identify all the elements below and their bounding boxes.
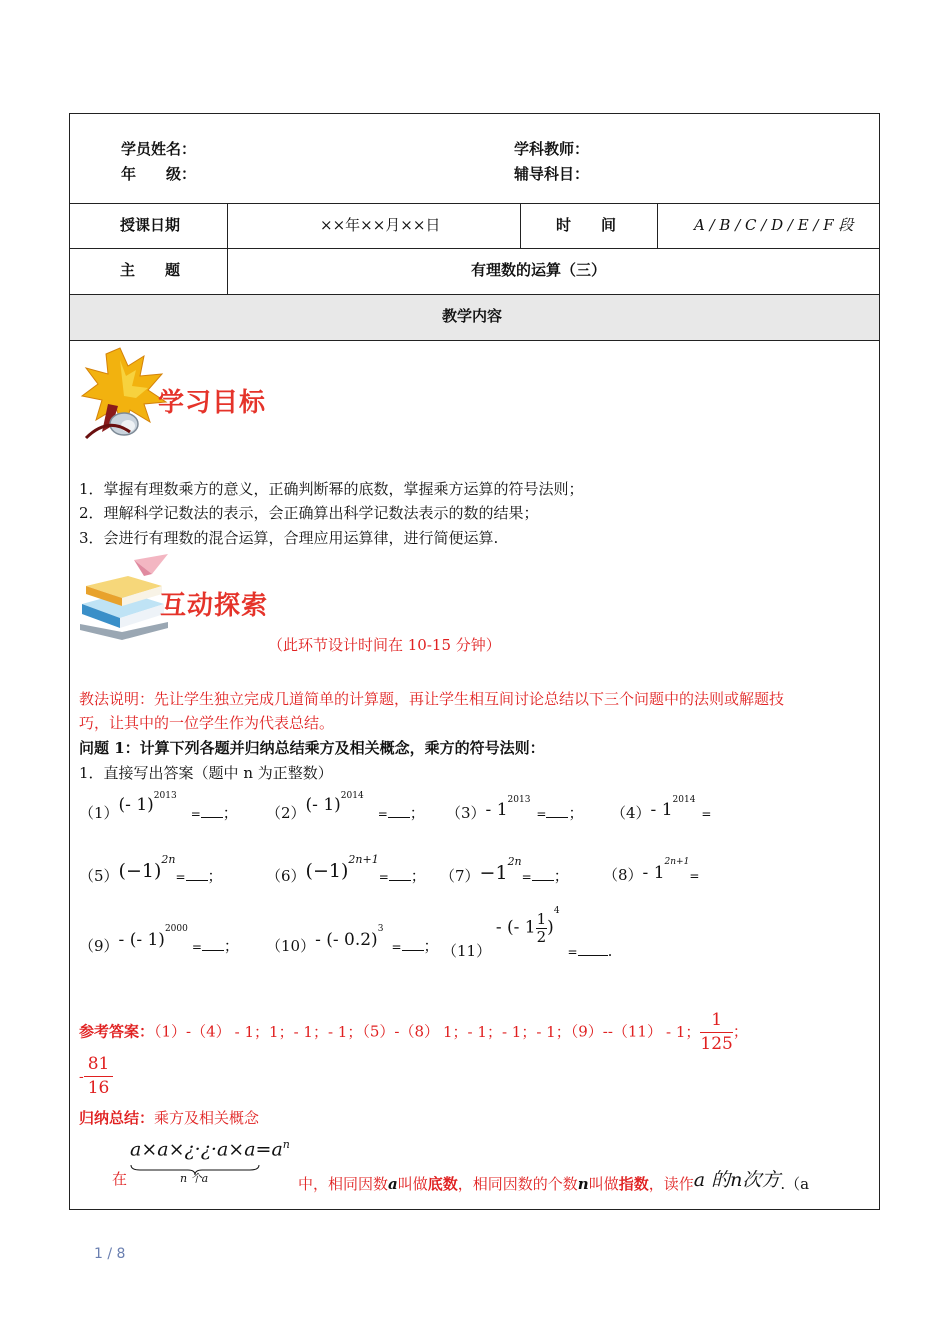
answer-blank bbox=[201, 805, 223, 818]
answer-blank bbox=[388, 805, 410, 818]
books-icon bbox=[78, 552, 172, 644]
equals-sign: = bbox=[536, 807, 547, 821]
variable-a: a bbox=[388, 1175, 398, 1193]
explore-banner: 互动探索 bbox=[160, 591, 269, 621]
exercise-label: （7） bbox=[440, 867, 480, 885]
exponent: 2n bbox=[161, 853, 176, 866]
punctuation: ； bbox=[207, 867, 223, 885]
date-value: ××年××月××日 bbox=[320, 216, 441, 234]
exercise-label: （3） bbox=[446, 804, 486, 822]
exercise-5 bbox=[79, 853, 223, 886]
exercise-8 bbox=[603, 857, 700, 885]
answer-blank bbox=[546, 805, 568, 818]
term-base: 底数 bbox=[427, 1175, 458, 1193]
formula-expression: a×a×¿·¿·a×a=a bbox=[130, 1138, 283, 1161]
answers-label: 参考答案： bbox=[79, 1022, 155, 1041]
answer-blank bbox=[578, 943, 608, 956]
exercise-label: （10） bbox=[266, 937, 316, 955]
exercise-expression: - 1 bbox=[650, 800, 673, 820]
exercise-expression: - (- 1 bbox=[495, 917, 536, 938]
exercise-3 bbox=[446, 795, 584, 823]
answer-values: - 1；1；- 1；- 1； bbox=[234, 1022, 363, 1041]
exercise-label: （6） bbox=[266, 867, 306, 885]
exercise-label: （8） bbox=[603, 866, 643, 884]
exercise-expression: (- 1) bbox=[118, 795, 154, 815]
exercise-expression: - 1 bbox=[642, 863, 665, 883]
equals-sign: = bbox=[191, 940, 202, 954]
date-label: 授课日期 bbox=[120, 216, 181, 234]
divider bbox=[520, 203, 521, 248]
mixed-fraction: $\frac{1}{2}$ bbox=[536, 910, 547, 946]
divider bbox=[70, 340, 879, 341]
exponent: 2014 bbox=[340, 791, 364, 801]
topic-value: 有理数的运算（三） bbox=[471, 261, 607, 279]
variable-n: n bbox=[577, 1175, 589, 1193]
topic-label: 主 题 bbox=[120, 261, 181, 279]
exponent: 2014 bbox=[672, 795, 696, 805]
exercise-10 bbox=[266, 924, 439, 956]
question-1-title: 问题 1：计算下列各题并归纳总结乘方及相关概念，乘方的符号法则： bbox=[79, 739, 545, 757]
summary-zai: 在 bbox=[112, 1170, 128, 1188]
exponent: 2n+1 bbox=[664, 857, 690, 867]
summary-text: 乘方及相关概念 bbox=[154, 1109, 260, 1127]
exponent: 2n+1 bbox=[348, 853, 379, 866]
answer-blank bbox=[186, 868, 208, 881]
punctuation: ； bbox=[423, 937, 439, 955]
exponent: 2n bbox=[507, 855, 522, 868]
divider bbox=[70, 203, 879, 204]
brace-note: n 个a bbox=[180, 1172, 209, 1185]
equals-sign: = bbox=[521, 870, 532, 884]
equals-sign: = bbox=[175, 870, 186, 884]
exercise-label: （11） bbox=[442, 941, 492, 960]
exercise-2 bbox=[266, 791, 425, 823]
punctuation: ； bbox=[732, 1022, 748, 1041]
teaching-note: 教法说明：先让学生独立完成几道简单的计算题，再让学生相互间讨论总结以下三个问题中的法则或解题技 bbox=[79, 690, 785, 708]
student-name-label: 学员姓名： bbox=[121, 140, 197, 158]
exercise-11: （11） - (- 1 $\frac{1}{2}$ )$^4_=$ . bbox=[442, 905, 613, 960]
term-exponent: 指数 bbox=[618, 1175, 649, 1193]
exponent: n bbox=[282, 1138, 290, 1151]
time-note: （此环节设计时间在 10-15 分钟） bbox=[268, 636, 501, 654]
exercise-expression: - (- 0.2) bbox=[315, 930, 378, 950]
exponent: 2013 bbox=[507, 795, 531, 805]
equals-sign: = bbox=[378, 870, 389, 884]
equals-sign: = bbox=[391, 940, 402, 954]
power-formula bbox=[130, 1138, 290, 1160]
answer-blank bbox=[389, 868, 411, 881]
exercise-expression: (−1) bbox=[305, 860, 349, 882]
summary-label: 归纳总结： bbox=[79, 1109, 155, 1127]
learning-goals-banner: 学习目标 bbox=[158, 388, 267, 418]
exercise-6 bbox=[266, 853, 426, 886]
lesson-table bbox=[69, 113, 880, 1210]
exercise-label: （2） bbox=[266, 804, 306, 822]
divider bbox=[657, 203, 658, 248]
subject-label: 辅导科目： bbox=[514, 165, 590, 183]
teacher-label: 学科教师： bbox=[514, 140, 590, 158]
equals-sign: = bbox=[377, 807, 388, 821]
time-value: A / B / C / D / E / F 段 bbox=[694, 216, 854, 234]
goal-item: 3．会进行有理数的混合运算，合理应用运算律，进行简便运算. bbox=[79, 529, 499, 547]
punctuation: ； bbox=[568, 804, 584, 822]
punctuation: ； bbox=[223, 937, 239, 955]
exercise-expression: (−1) bbox=[118, 860, 162, 882]
answer-fraction: $\frac{1}{125}$ bbox=[700, 1010, 733, 1054]
answer-range: （5）-（8） bbox=[362, 1022, 440, 1041]
answers-line bbox=[79, 1012, 748, 1053]
read-as: a 的n次方 bbox=[693, 1169, 781, 1191]
exercise-label: （5） bbox=[79, 867, 119, 885]
answer-blank bbox=[202, 938, 224, 951]
punctuation: . bbox=[607, 941, 613, 960]
page-indicator: 1 / 8 bbox=[94, 1246, 126, 1262]
time-label: 时 间 bbox=[556, 216, 617, 234]
answer-range: （1）-（4） bbox=[154, 1022, 231, 1041]
maple-leaf-bell-icon bbox=[78, 346, 170, 442]
answer-blank bbox=[402, 938, 424, 951]
goal-item: 2．理解科学记数法的表示，会正确算出科学记数法表示的数的结果； bbox=[79, 504, 539, 522]
exercise-label: （1） bbox=[79, 804, 119, 822]
punctuation: ； bbox=[410, 867, 426, 885]
answer-range: （9）--（11） bbox=[570, 1022, 662, 1041]
exercise-9 bbox=[79, 924, 239, 956]
equals-sign: = bbox=[701, 807, 712, 821]
summary-definition: 中，相同因数a叫做底数，相同因数的个数n叫做指数，读作a 的n次方.（a bbox=[298, 1169, 810, 1193]
punctuation: ； bbox=[409, 804, 425, 822]
punctuation: ； bbox=[553, 867, 569, 885]
answer-fraction: $\frac{81}{16}$ bbox=[84, 1056, 114, 1097]
answer-11 bbox=[79, 1056, 113, 1097]
punctuation: ； bbox=[222, 804, 238, 822]
exercise-expression: (- 1) bbox=[305, 795, 341, 815]
exercise-expression: −1 bbox=[479, 862, 508, 884]
exercise-expression: - (- 1) bbox=[118, 930, 165, 950]
content-header: 教学内容 bbox=[442, 307, 503, 325]
divider bbox=[70, 248, 879, 249]
exponent: 3 bbox=[377, 924, 384, 934]
question-1-sub: 1．直接写出答案（题中 n 为正整数） bbox=[79, 764, 333, 782]
equals-sign: = bbox=[190, 807, 201, 821]
exercise-1 bbox=[79, 791, 238, 823]
exponent: 2000 bbox=[164, 924, 188, 934]
exponent: 2013 bbox=[153, 791, 177, 801]
exercise-label: （4） bbox=[611, 804, 651, 822]
teaching-note: 巧，让其中的一位学生作为代表总结。 bbox=[79, 714, 335, 732]
exercise-7 bbox=[440, 855, 569, 886]
answer-blank bbox=[532, 868, 554, 881]
grade-label: 年 级： bbox=[121, 165, 197, 183]
exponent: 4 bbox=[553, 905, 560, 916]
equals-sign: = bbox=[567, 944, 578, 959]
equals-sign: = bbox=[689, 869, 700, 883]
answer-values: 1；- 1；- 1；- 1； bbox=[443, 1022, 571, 1041]
exercise-expression: - 1 bbox=[485, 800, 508, 820]
answer-values: - 1； bbox=[665, 1022, 701, 1041]
exercise-4 bbox=[611, 795, 712, 823]
goal-item: 1．掌握有理数乘方的意义，正确判断幂的底数，掌握乘方运算的符号法则； bbox=[79, 480, 584, 498]
minus-sign: - bbox=[79, 1069, 84, 1085]
exercise-label: （9） bbox=[79, 937, 119, 955]
summary-title bbox=[79, 1107, 259, 1128]
